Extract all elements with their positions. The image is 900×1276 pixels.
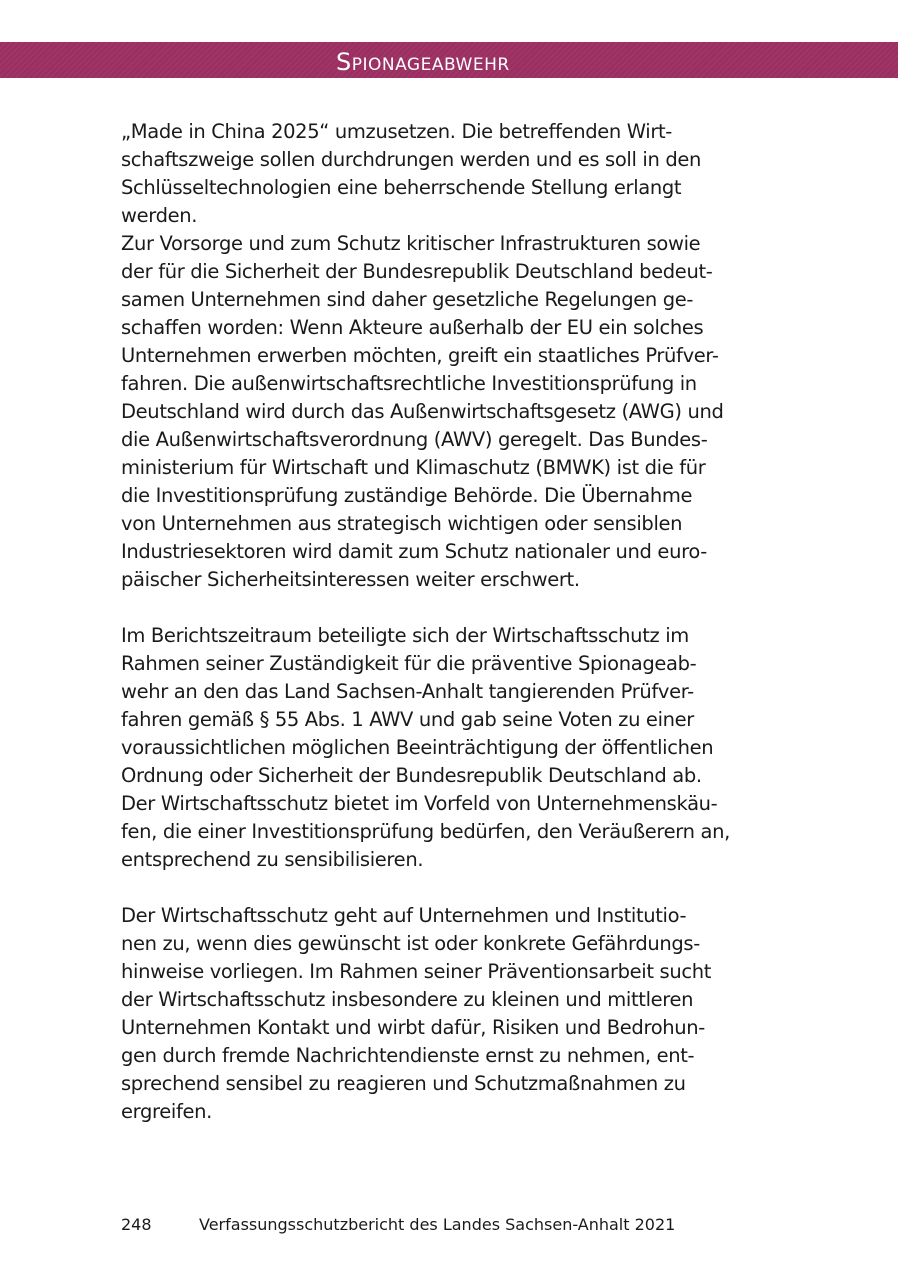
text-line: päischer Sicherheitsinteressen weiter erschwert. [121,568,580,591]
text-line: von Unternehmen aus strategisch wichtigen oder sensiblen [121,512,683,535]
text-line: voraussichtlichen möglichen Beeinträchtigung der öffentlichen [121,736,714,759]
page-footer [121,1214,675,1236]
text-line: Schlüsseltechnologien eine beherrschende Stellung erlangt [121,176,682,199]
text-line: Deutschland wird durch das Außenwirtschaftsgesetz (AWG) und [121,400,724,423]
text-line: Ordnung oder Sicherheit der Bundesrepublik Deutschland ab. [121,764,702,787]
text-line: Zur Vorsorge und zum Schutz kritischer Infrastrukturen sowie [121,232,701,255]
text-line: nen zu, wenn dies gewünscht ist oder konkrete Gefährdungs- [121,932,700,955]
text-line: schaffen worden: Wenn Akteure außerhalb der EU ein solches [121,316,704,339]
text-line: sprechend sensibel zu reagieren und Schutzmaßnahmen zu [121,1072,686,1095]
text-line: Unternehmen erwerben möchten, greift ein staatliches Prüfver- [121,344,719,367]
text-line: „Made in China 2025“ umzusetzen. Die betreffenden Wirt- [121,120,672,143]
text-line: Der Wirtschaftsschutz bietet im Vorfeld von Unternehmenskäu- [121,792,718,815]
text-line: fahren gemäß § 55 Abs. 1 AWV und gab seine Voten zu einer [121,708,694,731]
page-number: 248 [121,1215,152,1234]
text-line: fahren. Die außenwirtschaftsrechtliche Investitionsprüfung in [121,372,697,395]
text-line: fen, die einer Investitionsprüfung bedürfen, den Veräußerern an, [121,820,730,843]
text-line: Industriesektoren wird damit zum Schutz nationaler und euro- [121,540,707,563]
text-line: die Investitionsprüfung zuständige Behörde. Die Übernahme [121,484,693,507]
text-line: schaftszweige sollen durchdrungen werden und es soll in den [121,148,702,171]
text-line: Im Berichtszeitraum beteiligte sich der Wirtschaftsschutz im [121,624,689,647]
text-line: werden. [121,204,198,227]
text-line: samen Unternehmen sind daher gesetzliche Regelungen ge- [121,288,694,311]
publication-title: Verfassungsschutzbericht des Landes Sachsen-Anhalt 2021 [199,1215,676,1234]
text-line: entsprechend zu sensibilisieren. [121,848,424,871]
text-line: Der Wirtschaftsschutz geht auf Unternehmen und Institutio- [121,904,687,927]
text-line: die Außenwirtschaftsverordnung (AWV) geregelt. Das Bundes- [121,428,708,451]
text-line: ministerium für Wirtschaft und Klimaschutz (BMWK) ist die für [121,456,706,479]
paragraph-1 [121,118,821,594]
text-line: Rahmen seiner Zuständigkeit für die präventive Spionageab- [121,652,697,675]
section-title: Spionageabwehr [336,48,510,76]
text-line: der für die Sicherheit der Bundesrepublik Deutschland bedeut- [121,260,713,283]
paragraph-2 [121,622,821,874]
text-line: wehr an den das Land Sachsen-Anhalt tangierenden Prüfver- [121,680,694,703]
main-content [121,118,821,1126]
text-line: gen durch fremde Nachrichtendienste ernst zu nehmen, ent- [121,1044,695,1067]
text-line: hinweise vorliegen. Im Rahmen seiner Präventionsarbeit sucht [121,960,712,983]
text-line: der Wirtschaftsschutz insbesondere zu kleinen und mittleren [121,988,694,1011]
text-line: ergreifen. [121,1100,212,1123]
paragraph-3 [121,902,821,1126]
text-line: Unternehmen Kontakt und wirbt dafür, Risiken und Bedrohun- [121,1016,705,1039]
